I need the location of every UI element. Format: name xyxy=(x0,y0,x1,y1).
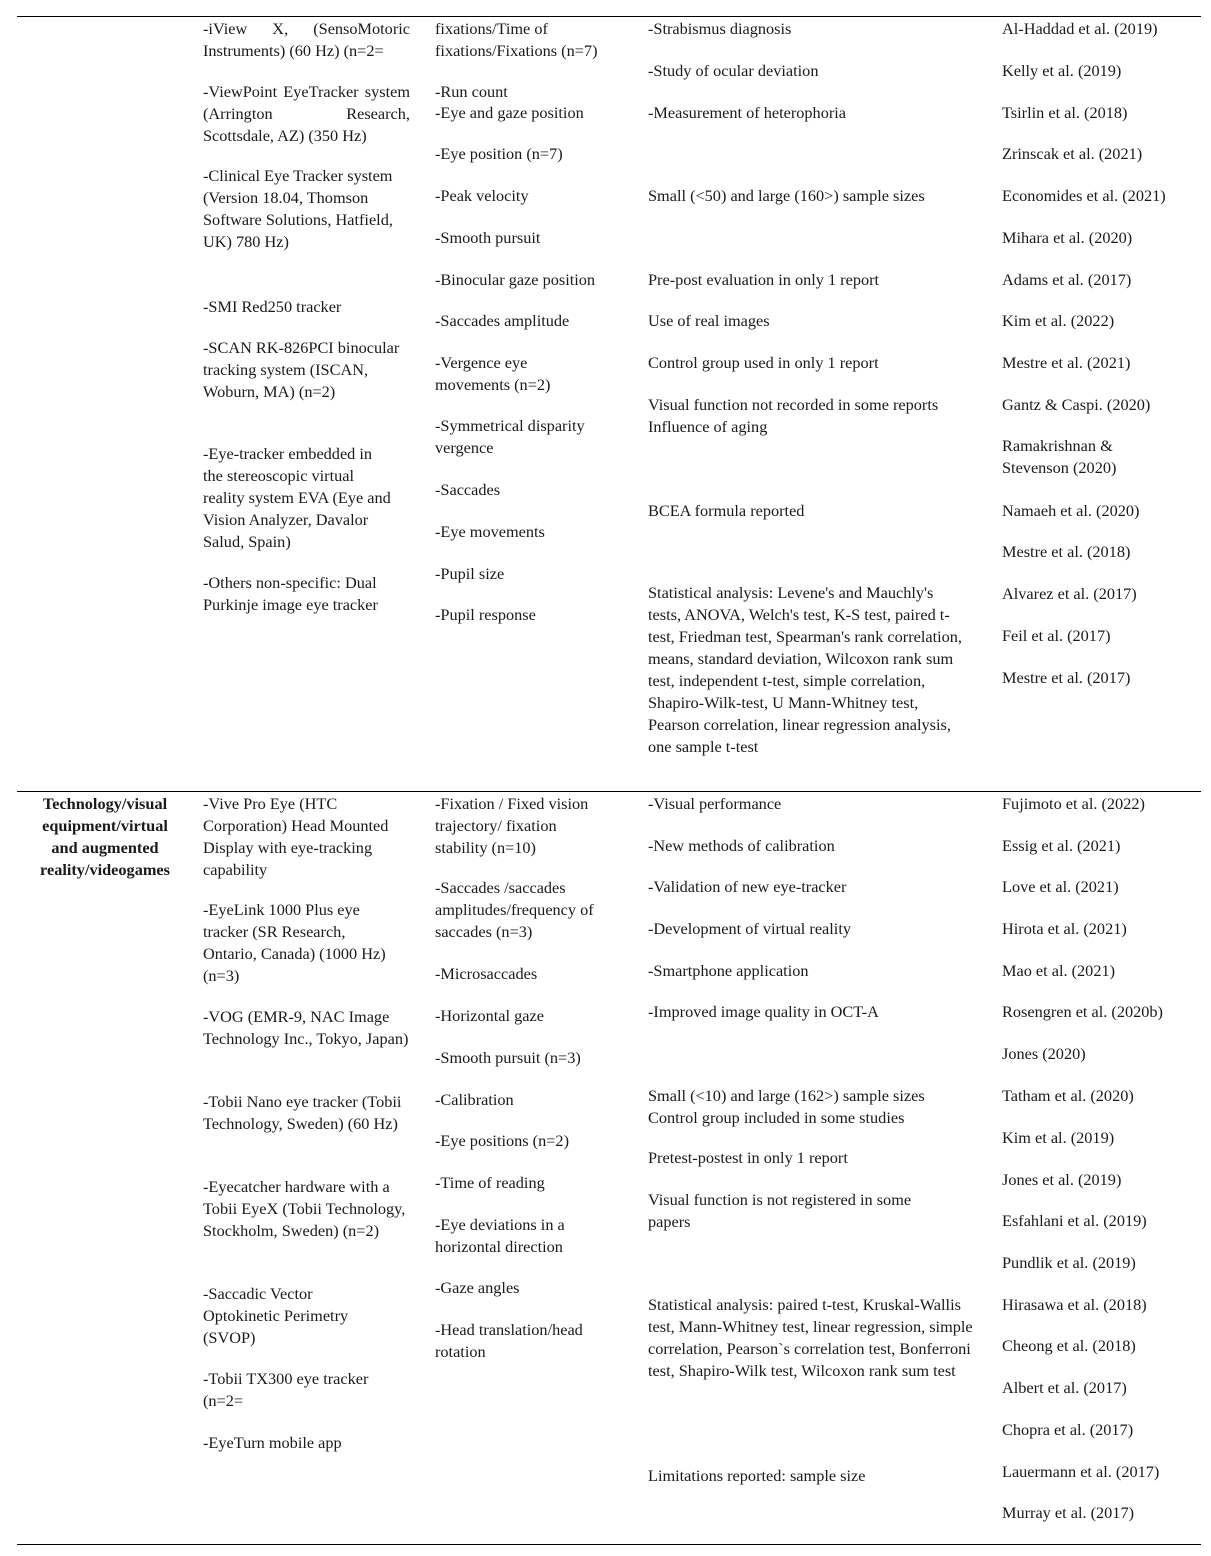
parameter-item: -Horizontal gaze xyxy=(435,1006,544,1025)
reference-item: Tatham et al. (2020) xyxy=(1002,1086,1134,1105)
parameter-item: -Smooth pursuit (n=3) xyxy=(435,1048,581,1067)
reference-item: Lauermann et al. (2017) xyxy=(1002,1462,1160,1481)
parameter-item: -Microsaccades xyxy=(435,964,538,983)
parameter-item: -Saccades amplitude xyxy=(435,311,570,330)
reference-item: Chopra et al. (2017) xyxy=(1002,1420,1134,1439)
reference-item: Jones (2020) xyxy=(1002,1044,1086,1063)
reference-item: Pundlik et al. (2019) xyxy=(1002,1253,1136,1272)
finding-item: Use of real images xyxy=(648,311,770,330)
parameter-item: -Eye deviations in a horizontal direction xyxy=(435,1215,565,1256)
reference-item: Feil et al. (2017) xyxy=(1002,626,1111,645)
device-item: -Tobii TX300 eye tracker (n=2= xyxy=(203,1369,369,1410)
finding-item: Visual function is not registered in some papers xyxy=(648,1190,912,1231)
reference-item: Esfahlani et al. (2019) xyxy=(1002,1211,1147,1230)
parameter-item: -Gaze angles xyxy=(435,1278,520,1297)
parameter-item: -Run count xyxy=(435,82,508,101)
parameter-item: -Eye position (n=7) xyxy=(435,144,563,163)
reference-item: Kelly et al. (2019) xyxy=(1002,61,1122,80)
finding-item: -Measurement of heterophoria xyxy=(648,103,847,122)
reference-item: Gantz & Caspi. (2020) xyxy=(1002,395,1151,414)
parameter-item: -Head translation/head rotation xyxy=(435,1320,583,1361)
finding-item: Control group used in only 1 report xyxy=(648,353,879,372)
parameter-item: -Time of reading xyxy=(435,1173,545,1192)
finding-item: -Study of ocular deviation xyxy=(648,61,819,80)
device-item: -Saccadic Vector Optokinetic Perimetry (SVOP) xyxy=(203,1284,349,1347)
finding-item: Small (<50) and large (160>) sample sizes xyxy=(648,186,925,205)
reference-item: Namaeh et al. (2020) xyxy=(1002,501,1140,520)
parameter-item: -Pupil size xyxy=(435,564,505,583)
reference-item: Kim et al. (2019) xyxy=(1002,1128,1115,1147)
reference-item: Rosengren et al. (2020b) xyxy=(1002,1002,1163,1021)
reference-item: Jones et al. (2019) xyxy=(1002,1170,1122,1189)
finding-item: -Strabismus diagnosis xyxy=(648,19,792,38)
reference-item: Alvarez et al. (2017) xyxy=(1002,584,1137,603)
reference-item: Economides et al. (2021) xyxy=(1002,186,1166,205)
finding-item: Statistical analysis: paired t-test, Kruskal-Wallis test, Mann-Whitney test, linear regression, simple correlation, Pearson`s correlation test, Bonferroni test, Shapiro-Wilk test, Wilcoxon rank sum test xyxy=(648,1295,973,1380)
finding-item: Statistical analysis: Levene's and Mauchly's tests, ANOVA, Welch's test, K-S test, paired t-test, Friedman test, Spearman's rank correlation, means, standard deviation, Wilcoxon rank sum test, independent t-test, simple correlation, Shapiro-Wilk-test, U Mann-Whitney test, Pearson correlation, linear regression analysis, one sample t-test xyxy=(648,583,962,756)
parameter-item: -Calibration xyxy=(435,1090,514,1109)
parameter-item: -Saccades /saccades amplitudes/frequency of saccades (n=3) xyxy=(435,878,594,941)
parameter-item: -Pupil response xyxy=(435,605,536,624)
reference-item: Albert et al. (2017) xyxy=(1002,1378,1127,1397)
reference-item: Hirasawa et al. (2018) xyxy=(1002,1295,1147,1314)
parameter-item: -Eye movements xyxy=(435,522,545,541)
device-item: -SCAN RK-826PCI binocular tracking system (ISCAN, Woburn, MA) (n=2) xyxy=(203,338,400,401)
parameter-item: -Vergence eye movements (n=2) xyxy=(435,353,551,394)
finding-item: BCEA formula reported xyxy=(648,501,805,520)
device-item: -Eye-tracker embedded in the stereoscopic virtual reality system EVA (Eye and Vision Analyzer, Davalor Salud, Spain) xyxy=(203,444,391,551)
finding-item: -Improved image quality in OCT-A xyxy=(648,1002,879,1021)
parameter-item: -Fixation / Fixed vision trajectory/ fixation stability (n=10) xyxy=(435,794,589,857)
reference-item: Kim et al. (2022) xyxy=(1002,311,1115,330)
parameter-item: -Eye positions (n=2) xyxy=(435,1131,569,1150)
device-item: -Eyecatcher hardware with a Tobii EyeX (Tobii Technology, Stockholm, Sweden) (n=2) xyxy=(203,1177,406,1240)
device-item: -EyeTurn mobile app xyxy=(203,1433,342,1452)
device-item: -Vive Pro Eye (HTC Corporation) Head Mounted Display with eye-tracking capability xyxy=(203,794,389,879)
finding-item: Pretest-postest in only 1 report xyxy=(648,1148,848,1167)
device-item: -VOG (EMR-9, NAC Image Technology Inc., Tokyo, Japan) xyxy=(203,1007,409,1048)
reference-item: Cheong et al. (2018) xyxy=(1002,1336,1136,1355)
finding-item: -New methods of calibration xyxy=(648,836,835,855)
finding-item: Limitations reported: sample size xyxy=(648,1466,866,1485)
finding-item: Pre-post evaluation in only 1 report xyxy=(648,270,880,289)
parameter-item: -Eye and gaze position xyxy=(435,103,584,122)
device-item: -EyeLink 1000 Plus eye tracker (SR Research, Ontario, Canada) (1000 Hz) (n=3) xyxy=(203,900,386,985)
reference-item: Fujimoto et al. (2022) xyxy=(1002,794,1145,813)
reference-item: Hirota et al. (2021) xyxy=(1002,919,1127,938)
finding-item: Visual function not recorded in some reports Influence of aging xyxy=(648,395,939,436)
reference-item: Zrinscak et al. (2021) xyxy=(1002,144,1143,163)
parameter-item: -Binocular gaze position xyxy=(435,270,596,289)
device-item: -Tobii Nano eye tracker (Tobii Technology, Sweden) (60 Hz) xyxy=(203,1092,402,1133)
device-item: -ViewPoint EyeTracker system (Arrington Research, Scottsdale, AZ) (350 Hz) xyxy=(203,82,410,145)
reference-item: Murray et al. (2017) xyxy=(1002,1503,1135,1522)
reference-item: Mestre et al. (2018) xyxy=(1002,542,1131,561)
device-item: -Others non-specific: Dual Purkinje image eye tracker xyxy=(203,573,378,614)
reference-item: Adams et al. (2017) xyxy=(1002,270,1132,289)
finding-item: -Visual performance xyxy=(648,794,782,813)
reference-item: Ramakrishnan & Stevenson (2020) xyxy=(1002,436,1117,477)
finding-item: -Smartphone application xyxy=(648,961,809,980)
finding-item: -Development of virtual reality xyxy=(648,919,851,938)
finding-item: Small (<10) and large (162>) sample sizes Control group included in some studies xyxy=(648,1086,925,1127)
reference-item: Essig et al. (2021) xyxy=(1002,836,1121,855)
reference-item: Tsirlin et al. (2018) xyxy=(1002,103,1128,122)
reference-item: Mao et al. (2021) xyxy=(1002,961,1116,980)
table-rule-top xyxy=(17,16,1201,17)
table-rule-bottom xyxy=(17,1544,1201,1545)
device-item: -iView X, (SensoMotoric Instruments) (60 Hz) (n=2= xyxy=(203,19,410,60)
parameter-item: -Symmetrical disparity vergence xyxy=(435,416,585,457)
parameter-item: -Peak velocity xyxy=(435,186,529,205)
reference-item: Mestre et al. (2021) xyxy=(1002,353,1131,372)
device-item: -SMI Red250 tracker xyxy=(203,297,342,316)
parameter-item: -Saccades xyxy=(435,480,501,499)
parameter-item: fixations/Time of fixations/Fixations (n=7) xyxy=(435,19,598,60)
device-item: -Clinical Eye Tracker system (Version 18.04, Thomson Software Solutions, Hatfield, UK) 780 Hz) xyxy=(203,166,393,251)
parameter-item: -Smooth pursuit xyxy=(435,228,541,247)
category-label: Technology/visual equipment/virtual and augmented reality/videogames xyxy=(40,794,170,879)
reference-item: Mestre et al. (2017) xyxy=(1002,668,1131,687)
table-rule-middle xyxy=(17,791,1201,792)
finding-item: -Validation of new eye-tracker xyxy=(648,877,847,896)
reference-item: Love et al. (2021) xyxy=(1002,877,1119,896)
reference-item: Al-Haddad et al. (2019) xyxy=(1002,19,1158,38)
reference-item: Mihara et al. (2020) xyxy=(1002,228,1133,247)
